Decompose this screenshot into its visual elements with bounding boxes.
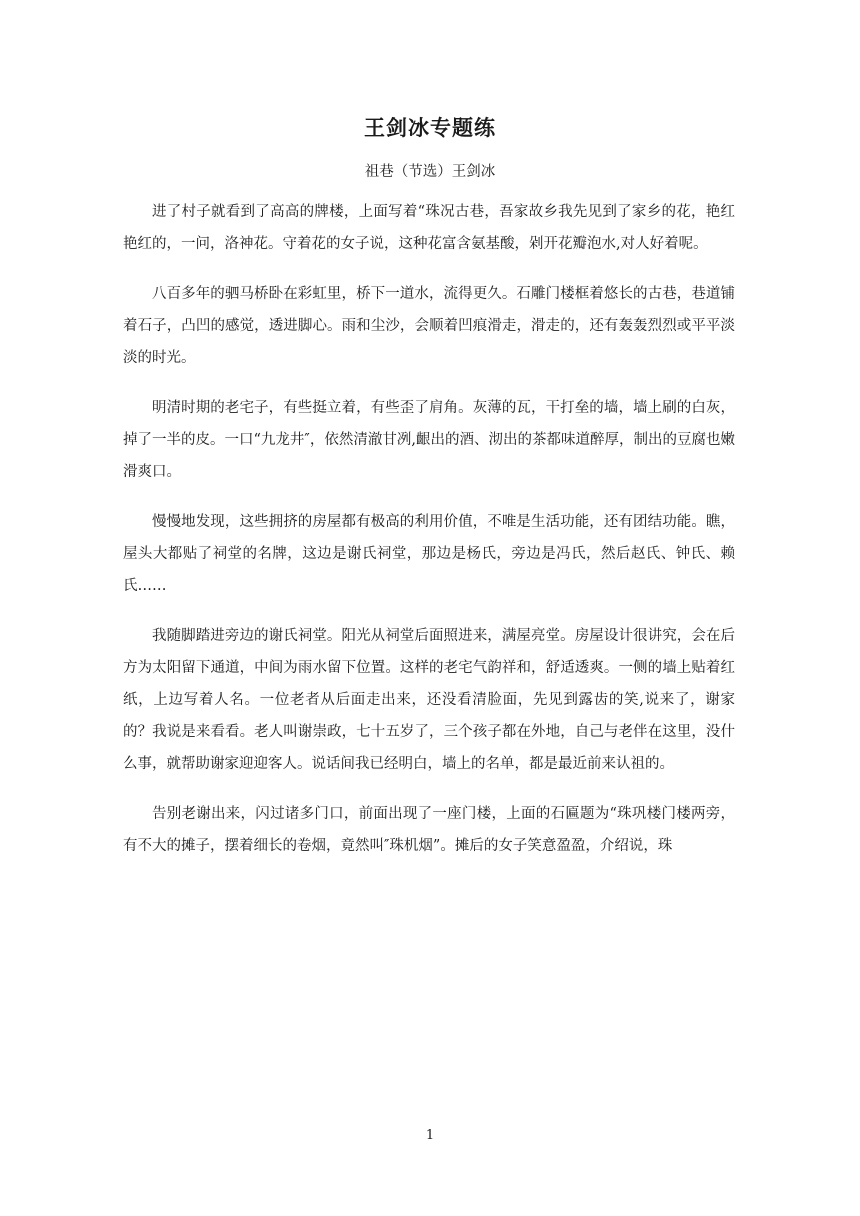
paragraph: 慢慢地发现，这些拥挤的房屋都有极高的利用价值，不唯是生活功能，还有团结功能。瞧，屋头大都贴了祠堂的名牌，这边是谢氏祠堂，那边是杨氏，旁边是冯氏，然后赵氏、钟氏、赖氏……	[123, 514, 735, 594]
document-body	[123, 196, 735, 880]
paragraph: 明清时期的老宅子，有些挺立着，有些歪了肩角。灰薄的瓦，干打垒的墙，墙上刷的白灰，掉了一半的皮。一口“九龙井″，依然清澈甘冽,齦出的酒、沏出的茶都味道醉厚，制出的豆腐也嫩滑爽口。	[123, 400, 735, 480]
paragraph: 我随脚踏进旁边的谢氏祠堂。阳光从祠堂后面照进来，满屋亮堂。房屋设计很讲究，会在后方为太阳留下通道，中间为雨水留下位置。这样的老宅气韵祥和，舒适透爽。一侧的墙上贴着红纸，上边写着人名。一位老者从后面走出来，还没看清脸面，先见到露齿的笑,说来了，谢家的？我说是来看看。老人叫谢崇政，七十五岁了，三个孩子都在外地，自己与老伴在这里，没什么事，就帮助谢家迎迎客人。说话间我已经明白，墙上的名单，都是最近前来认祖的。	[123, 628, 735, 772]
document-title: 王剑冰专题练	[364, 116, 496, 140]
paragraph: 告别老谢出来，闪过诸多门口，前面出现了一座门楼，上面的石匾题为“珠巩楼门楼两旁，有不大的摊子，摆着细长的卷烟，竟然叫″珠机烟”。摊后的女子笑意盈盈，介绍说，珠	[123, 806, 735, 854]
document-subtitle: 祖巷（节选）王剑冰	[364, 164, 496, 180]
page-number: 1	[425, 1128, 435, 1143]
paragraph: 进了村子就看到了高高的牌楼，上面写着“珠况古巷，吾家故乡我先见到了家乡的花，艳红艳红的，一问，洛神花。守着花的女子说，这种花富含氨基酸，剁开花瓣泡水,对人好着呢。	[123, 204, 735, 252]
paragraph: 八百多年的驷马桥卧在彩虹里，桥下一道水，流得更久。石雕门楼框着悠长的古巷，巷道铺着石子，凸凹的感觉，透进脚心。雨和尘沙，会顺着凹痕滑走，滑走的，还有轰轰烈烈或平平淡淡的时光。	[123, 286, 735, 366]
